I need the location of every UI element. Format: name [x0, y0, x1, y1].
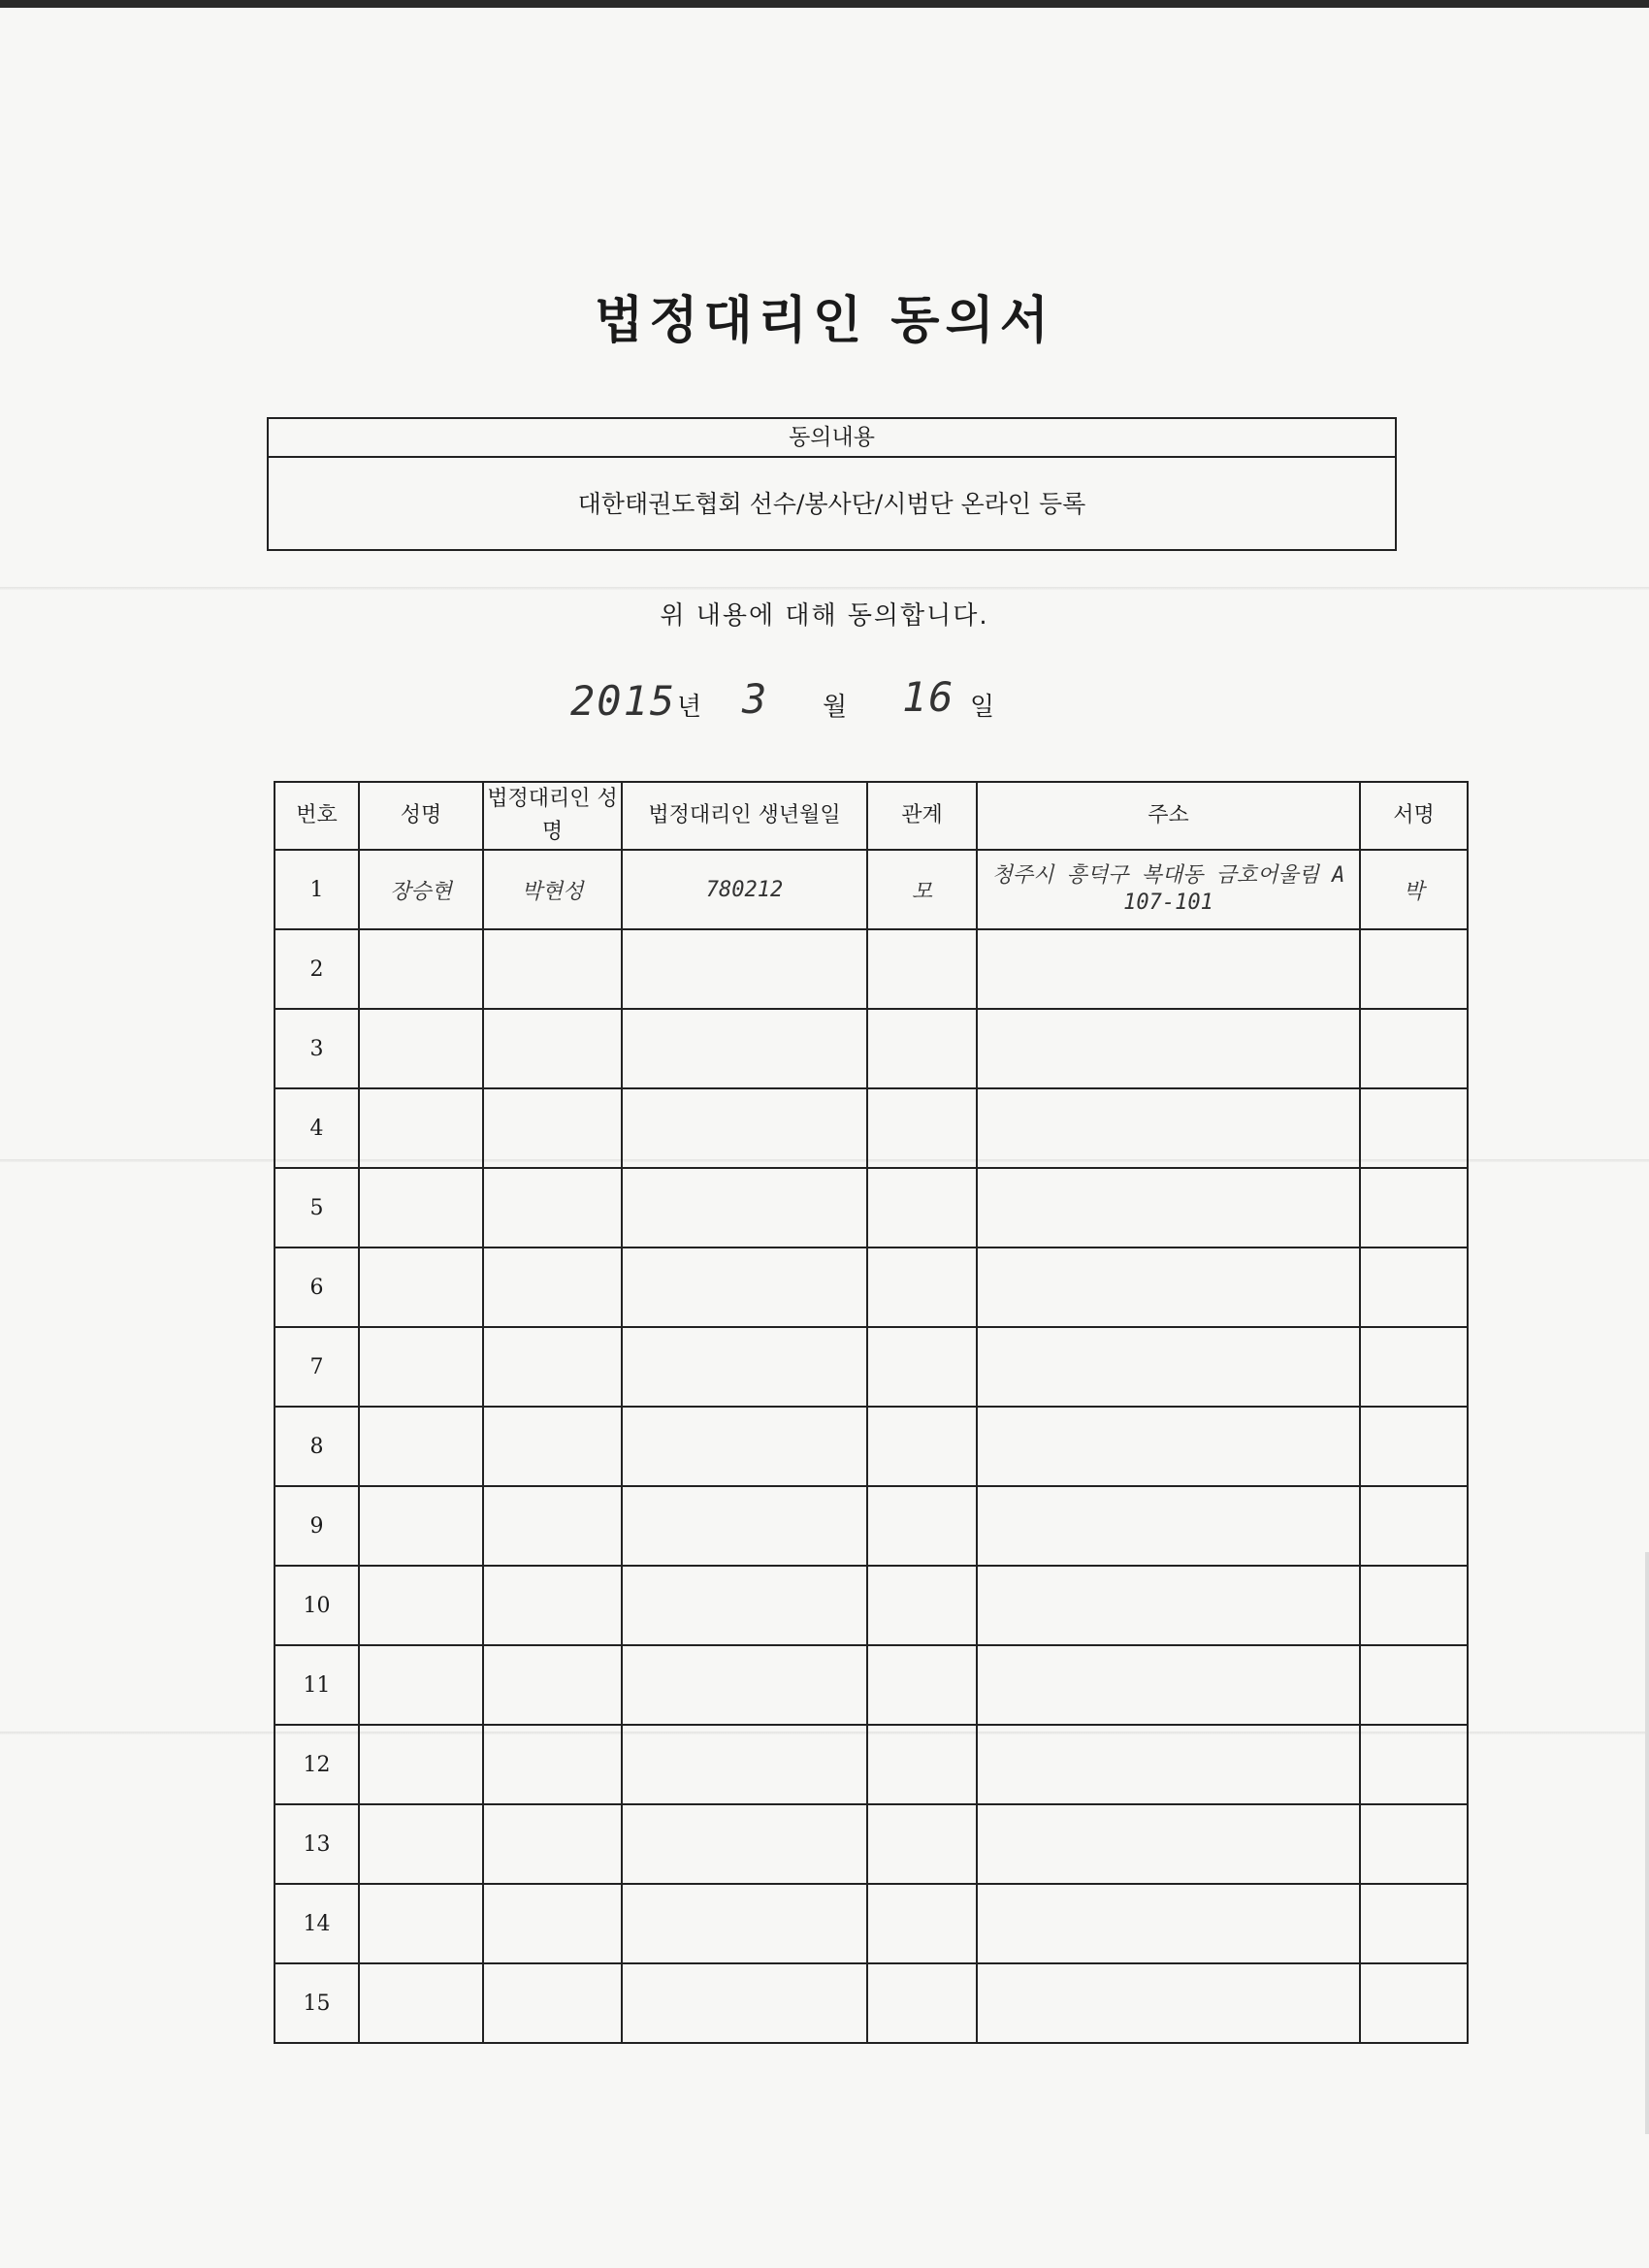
row-relation [867, 1009, 977, 1088]
row-relation [867, 1963, 977, 2043]
row-guardian-name [483, 1327, 622, 1407]
row-number: 9 [275, 1486, 359, 1566]
row-relation [867, 1725, 977, 1804]
row-number: 15 [275, 1963, 359, 2043]
row-relation [867, 929, 977, 1009]
row-number: 8 [275, 1407, 359, 1486]
row-guardian-name [483, 1804, 622, 1884]
row-guardian-birth [622, 1963, 867, 2043]
row-signature [1360, 1486, 1468, 1566]
row-name: 장승현 [359, 850, 483, 929]
row-relation [867, 1566, 977, 1645]
consent-body: 대한태권도협회 선수/봉사단/시범단 온라인 등록 [577, 490, 1086, 518]
row-number: 6 [275, 1247, 359, 1327]
row-signature [1360, 929, 1468, 1009]
table-row [275, 1009, 1468, 1088]
table-row [275, 1327, 1468, 1407]
row-guardian-birth [622, 1009, 867, 1088]
date-month-label: 월 [823, 693, 848, 722]
row-name [359, 1088, 483, 1168]
row-number: 1 [275, 850, 359, 929]
row-guardian-birth [622, 1804, 867, 1884]
row-address [977, 1088, 1360, 1168]
row-address [977, 1566, 1360, 1645]
row-relation [867, 1407, 977, 1486]
row-name [359, 1804, 483, 1884]
row-guardian-birth: 780212 [622, 850, 867, 929]
row-guardian-birth [622, 1247, 867, 1327]
table-row [275, 1804, 1468, 1884]
header-guardian-name: 법정대리인 성명 [483, 782, 622, 850]
row-signature [1360, 1963, 1468, 2043]
row-guardian-birth [622, 1566, 867, 1645]
row-name [359, 1725, 483, 1804]
date-line [0, 669, 1649, 737]
consent-box [267, 417, 1397, 551]
row-guardian-name [483, 1407, 622, 1486]
row-address [977, 929, 1360, 1009]
row-name [359, 1486, 483, 1566]
table-row [275, 1486, 1468, 1566]
scan-edge-shadow [1645, 1552, 1649, 2134]
row-guardian-birth [622, 1407, 867, 1486]
scan-top-edge [0, 0, 1649, 8]
table-row [275, 1884, 1468, 1963]
table-row [275, 1725, 1468, 1804]
row-address [977, 1247, 1360, 1327]
row-signature [1360, 1009, 1468, 1088]
row-relation [867, 1884, 977, 1963]
date-day-label: 일 [970, 693, 995, 722]
table-row [275, 850, 1468, 929]
row-guardian-birth [622, 929, 867, 1009]
row-guardian-birth [622, 1645, 867, 1725]
row-number: 13 [275, 1804, 359, 1884]
row-number: 3 [275, 1009, 359, 1088]
row-relation: 모 [867, 850, 977, 929]
row-guardian-name: 박현성 [483, 850, 622, 929]
table-row [275, 1247, 1468, 1327]
guardian-table [274, 781, 1469, 2044]
row-guardian-birth [622, 1884, 867, 1963]
header-name: 성명 [359, 782, 483, 850]
paper-fold-line [0, 587, 1649, 590]
row-name [359, 1645, 483, 1725]
row-address [977, 1407, 1360, 1486]
row-address [977, 1884, 1360, 1963]
row-relation [867, 1327, 977, 1407]
row-guardian-birth [622, 1327, 867, 1407]
row-address [977, 1009, 1360, 1088]
table-row [275, 1168, 1468, 1247]
table-row [275, 1566, 1468, 1645]
row-name [359, 1009, 483, 1088]
row-number: 4 [275, 1088, 359, 1168]
header-address: 주소 [977, 782, 1360, 850]
row-name [359, 929, 483, 1009]
row-number: 11 [275, 1645, 359, 1725]
row-signature [1360, 1168, 1468, 1247]
document-title: 법정대리인 동의서 [595, 291, 1054, 350]
row-address [977, 1168, 1360, 1247]
row-guardian-birth [622, 1168, 867, 1247]
row-relation [867, 1804, 977, 1884]
row-guardian-name [483, 1088, 622, 1168]
row-signature [1360, 1804, 1468, 1884]
row-signature [1360, 1645, 1468, 1725]
header-relation: 관계 [867, 782, 977, 850]
row-guardian-birth [622, 1486, 867, 1566]
row-guardian-name [483, 1725, 622, 1804]
date-day-value: 16 [902, 673, 955, 721]
row-address [977, 1963, 1360, 2043]
row-guardian-name [483, 1645, 622, 1725]
row-signature [1360, 1407, 1468, 1486]
table-row [275, 1963, 1468, 2043]
table-row [275, 1645, 1468, 1725]
row-address: 청주시 흥덕구 복대동 금호어울림 A 107-101 [977, 850, 1360, 929]
row-name [359, 1963, 483, 2043]
row-relation [867, 1247, 977, 1327]
row-name [359, 1566, 483, 1645]
consent-header: 동의내용 [269, 419, 1395, 458]
row-relation [867, 1088, 977, 1168]
row-signature [1360, 1725, 1468, 1804]
row-guardian-birth [622, 1088, 867, 1168]
row-number: 5 [275, 1168, 359, 1247]
row-address [977, 1327, 1360, 1407]
row-guardian-birth [622, 1725, 867, 1804]
row-signature [1360, 1088, 1468, 1168]
row-name [359, 1168, 483, 1247]
row-name [359, 1407, 483, 1486]
row-signature [1360, 1247, 1468, 1327]
row-number: 12 [275, 1725, 359, 1804]
row-number: 7 [275, 1327, 359, 1407]
row-relation [867, 1645, 977, 1725]
row-address [977, 1486, 1360, 1566]
row-guardian-name [483, 1168, 622, 1247]
row-guardian-name [483, 1247, 622, 1327]
row-relation [867, 1486, 977, 1566]
date-year-label: 년 [677, 693, 702, 722]
row-address [977, 1645, 1360, 1725]
agree-statement: 위 내용에 대해 동의합니다. [660, 601, 989, 631]
row-signature [1360, 1884, 1468, 1963]
row-guardian-name [483, 1884, 622, 1963]
header-guardian-birth: 법정대리인 생년월일 [622, 782, 867, 850]
table-row [275, 929, 1468, 1009]
table-row [275, 1407, 1468, 1486]
date-year-value: 2015 [570, 677, 677, 725]
row-number: 2 [275, 929, 359, 1009]
row-number: 10 [275, 1566, 359, 1645]
row-name [359, 1247, 483, 1327]
row-name [359, 1884, 483, 1963]
row-signature [1360, 1327, 1468, 1407]
header-number: 번호 [275, 782, 359, 850]
table-header-row [275, 782, 1468, 850]
row-guardian-name [483, 1963, 622, 2043]
row-number: 14 [275, 1884, 359, 1963]
table-body [275, 850, 1468, 2043]
row-name [359, 1327, 483, 1407]
row-guardian-name [483, 1486, 622, 1566]
row-signature [1360, 1566, 1468, 1645]
header-signature: 서명 [1360, 782, 1468, 850]
date-month-value: 3 [742, 675, 769, 723]
row-address [977, 1804, 1360, 1884]
row-relation [867, 1168, 977, 1247]
row-guardian-name [483, 1009, 622, 1088]
row-guardian-name [483, 1566, 622, 1645]
row-signature: 박 [1360, 850, 1468, 929]
row-guardian-name [483, 929, 622, 1009]
table-row [275, 1088, 1468, 1168]
row-address [977, 1725, 1360, 1804]
